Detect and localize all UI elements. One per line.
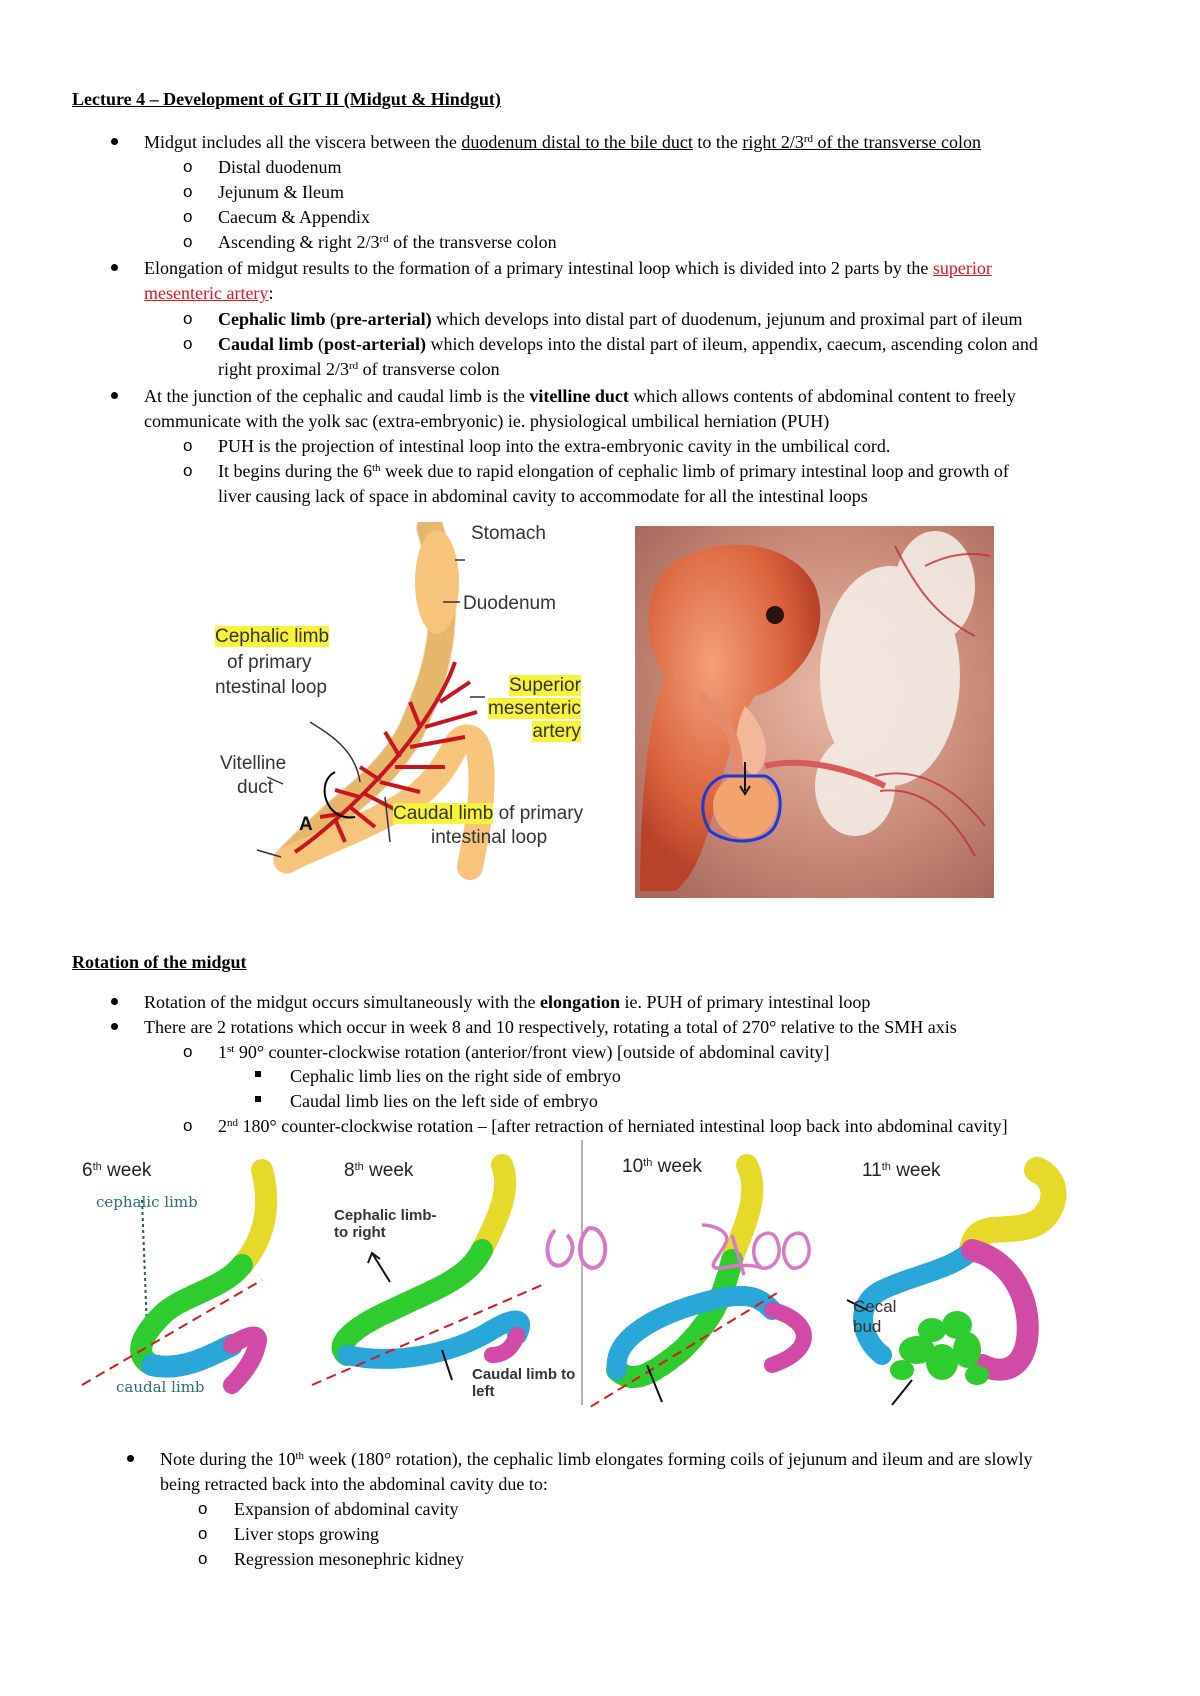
caudal-limb-item-line2 [218,357,500,381]
text: of the transverse colon [388,232,557,252]
text: 6 [82,1160,93,1181]
superscript: rd [348,360,359,372]
text: left [472,1383,495,1400]
bullet [111,264,118,271]
sub-bullet: o [183,182,193,201]
sub-bullet: o [183,334,193,353]
square-bullet [255,1071,261,1077]
caudal-limb-label [393,803,583,825]
text: 11 [862,1160,882,1181]
text: Cecal [853,1297,897,1316]
panel-label: A [299,814,313,835]
list-item: Caecum & Appendix [218,207,370,227]
text-bold: post-arterial) [324,334,426,354]
text: At the junction of the cephalic and caudal limb is the [144,386,530,406]
cephalic-limb-label-3: ntestinal loop [215,677,327,698]
text: Cephalic limb- [334,1207,437,1224]
note-text-line2: being retracted back into the abdominal cavity due to: [160,1474,548,1494]
midgut-rotation-figure [72,1140,1142,1408]
text: of transverse colon [358,359,500,379]
text: Rotation of the midgut occurs simultaneously with the [144,992,540,1012]
stage-10th-week [577,1165,809,1408]
text: of primary [493,803,584,824]
elongation-text [144,256,992,280]
text-bold: Caudal limb [218,334,314,354]
sub-bullet: o [183,232,193,251]
superscript: th [371,462,381,474]
sub-bullet: o [183,207,193,226]
text: right proximal 2/3 [218,359,349,379]
text-bold: vitelline duct [529,386,629,406]
text: week [101,1160,152,1181]
week-6-label [82,1160,151,1182]
square-bullet [255,1096,261,1102]
text: Caudal limb to [472,1366,576,1383]
text-bold: elongation [539,992,620,1012]
text: 1 [218,1042,227,1062]
first-rotation-sub2: Caudal limb lies on the left side of embryo [290,1091,598,1111]
superscript: rd [379,233,389,245]
text-bold: pre-arterial) [336,309,432,329]
text: ( [325,309,337,329]
puh-timing-item-line2: liver causing lack of space in abdominal cavity to accommodate for all the intestinal loops [218,486,868,506]
sub-bullet: o [183,157,193,176]
sub-bullet: o [183,1116,193,1135]
text: 90° counter-clockwise rotation (anterior/front view) [outside of abdominal cavity] [234,1042,830,1062]
bullet [111,138,118,145]
text: which allows contents of abdominal content to freely [628,386,1016,406]
text-bold: Cephalic limb [218,309,326,329]
text: of the transverse colon [813,132,981,152]
stomach-shape [415,530,459,634]
text: week [890,1160,941,1181]
sub-bullet: o [183,461,193,480]
text: Note during the 10 [160,1449,296,1469]
superscript: th [354,1161,364,1173]
text-underlined [742,132,981,152]
sub-bullet: o [198,1549,208,1568]
text: ( [313,334,325,354]
text: which develops into the distal part of ileum, appendix, caecum, ascending colon and [426,334,1038,354]
caudal-limb-label-2: intestinal loop [431,827,548,848]
highlighted-text: Caudal limb [393,803,494,824]
sma-label [488,675,581,743]
superscript: nd [227,1117,238,1129]
text: week (180° rotation), the cephalic limb elongates forming coils of jejunum and ileum and are slowly [304,1449,1033,1469]
superscript: rd [803,133,814,145]
highlighted-text: artery [532,721,581,742]
text: to right [334,1224,386,1241]
text: Midgut includes all the viscera between the [144,132,462,152]
text: to the [692,132,743,152]
cephalic-limb-tag: cephalic limb [96,1193,198,1211]
bullet [127,1455,134,1462]
list-item: Jejunum & Ileum [218,182,344,202]
handwritten-180-annotation [0,0,1,1]
cephalic-limb-label-2: of primary [227,652,312,673]
superscript: th [295,1450,305,1462]
sub-bullet: o [198,1499,208,1518]
sma-link-text: superior [932,258,992,278]
reason-item: Expansion of abdominal cavity [234,1499,459,1519]
highlighted-text: Cephalic limb [215,626,330,647]
bullet [111,392,118,399]
highlighted-text: Superior [509,675,581,696]
vitelline-text-line2: communicate with the yolk sac (extra-embryonic) ie. physiological umbilical herniation (PUH) [144,411,830,431]
list-item [218,230,557,254]
sub-bullet: o [183,1042,193,1061]
rotations-count-text: There are 2 rotations which occur in week 8 and 10 respectively, rotating a total of 270° relative to the SMH axis [144,1017,957,1037]
sma-link-text: mesenteric artery [144,283,269,303]
text: 8 [344,1160,355,1181]
lecture-title: Lecture 4 – Development of GIT II (Midgut & Hindgut) [72,89,501,109]
second-rotation-item [218,1114,1008,1138]
text: Elongation of midgut results to the formation of a primary intestinal loop which is divided into 2 parts by the [144,258,933,278]
text: 180° counter-clockwise rotation – [after retraction of herniated intestinal loop back into abdominal cavity] [238,1116,1008,1136]
reason-item: Regression mesonephric kidney [234,1549,464,1569]
text: which develops into distal part of duodenum, jejunum and proximal part of ileum [431,309,1023,329]
sub-bullet: o [183,436,193,455]
highlighted-text: mesenteric [488,698,581,719]
first-rotation-item [218,1040,830,1064]
midgut-definition [144,130,981,154]
reason-item: Liver stops growing [234,1524,379,1544]
puh-item: PUH is the projection of intestinal loop into the extra-embryonic cavity in the umbilical cord. [218,436,891,456]
text: Ascending & right 2/3 [218,232,380,252]
bullet [111,998,118,1005]
text: bud [853,1317,882,1336]
elongation-text-line2 [144,281,273,305]
bullet [111,1023,118,1030]
week-8-label [344,1160,413,1182]
caudal-to-left-label [472,1366,575,1400]
week-10-label [622,1156,702,1178]
stomach-label: Stomach [471,523,546,544]
list-item: Distal duodenum [218,157,342,177]
rotation-title: Rotation of the midgut [72,952,247,972]
sub-bullet: o [183,309,193,328]
cecal-bud-label [853,1297,896,1337]
stage-11th-week [847,1170,1053,1405]
superscript: th [92,1161,102,1173]
note-text [160,1447,1033,1471]
cephalic-limb-label [215,626,329,648]
vitelline-duct-label: Vitelline [220,753,287,774]
first-rotation-sub1: Cephalic limb lies on the right side of embryo [290,1066,621,1086]
cephalic-to-right-label [334,1207,437,1241]
text: right 2/3 [742,132,804,152]
puh-timing-item [218,459,1009,483]
text: week [363,1160,414,1181]
superscript: th [881,1161,891,1173]
text: week [652,1156,702,1177]
sub-bullet: o [198,1524,208,1543]
text: : [268,283,274,303]
embryo-photo [635,526,994,898]
vitelline-duct-label-2: duct [237,777,273,798]
vitelline-text [144,384,1016,408]
text: 10 [622,1156,644,1177]
text-underlined: duodenum distal to the bile duct [461,132,693,152]
caudal-limb-item [218,332,1038,356]
week-11-label [862,1160,941,1182]
stage-8th-week [312,1165,605,1385]
text: It begins during the 6 [218,461,372,481]
text: week due to rapid elongation of cephalic limb of primary intestinal loop and growth of [380,461,1009,481]
cephalic-limb-item [218,307,1023,331]
text: ie. PUH of primary intestinal loop [619,992,871,1012]
rotation-text [144,990,870,1014]
duodenum-label: Duodenum [463,593,556,614]
superscript: th [643,1157,653,1169]
text: 2 [218,1116,227,1136]
caudal-limb-tag: caudal limb [116,1378,205,1396]
superscript: st [227,1043,235,1055]
